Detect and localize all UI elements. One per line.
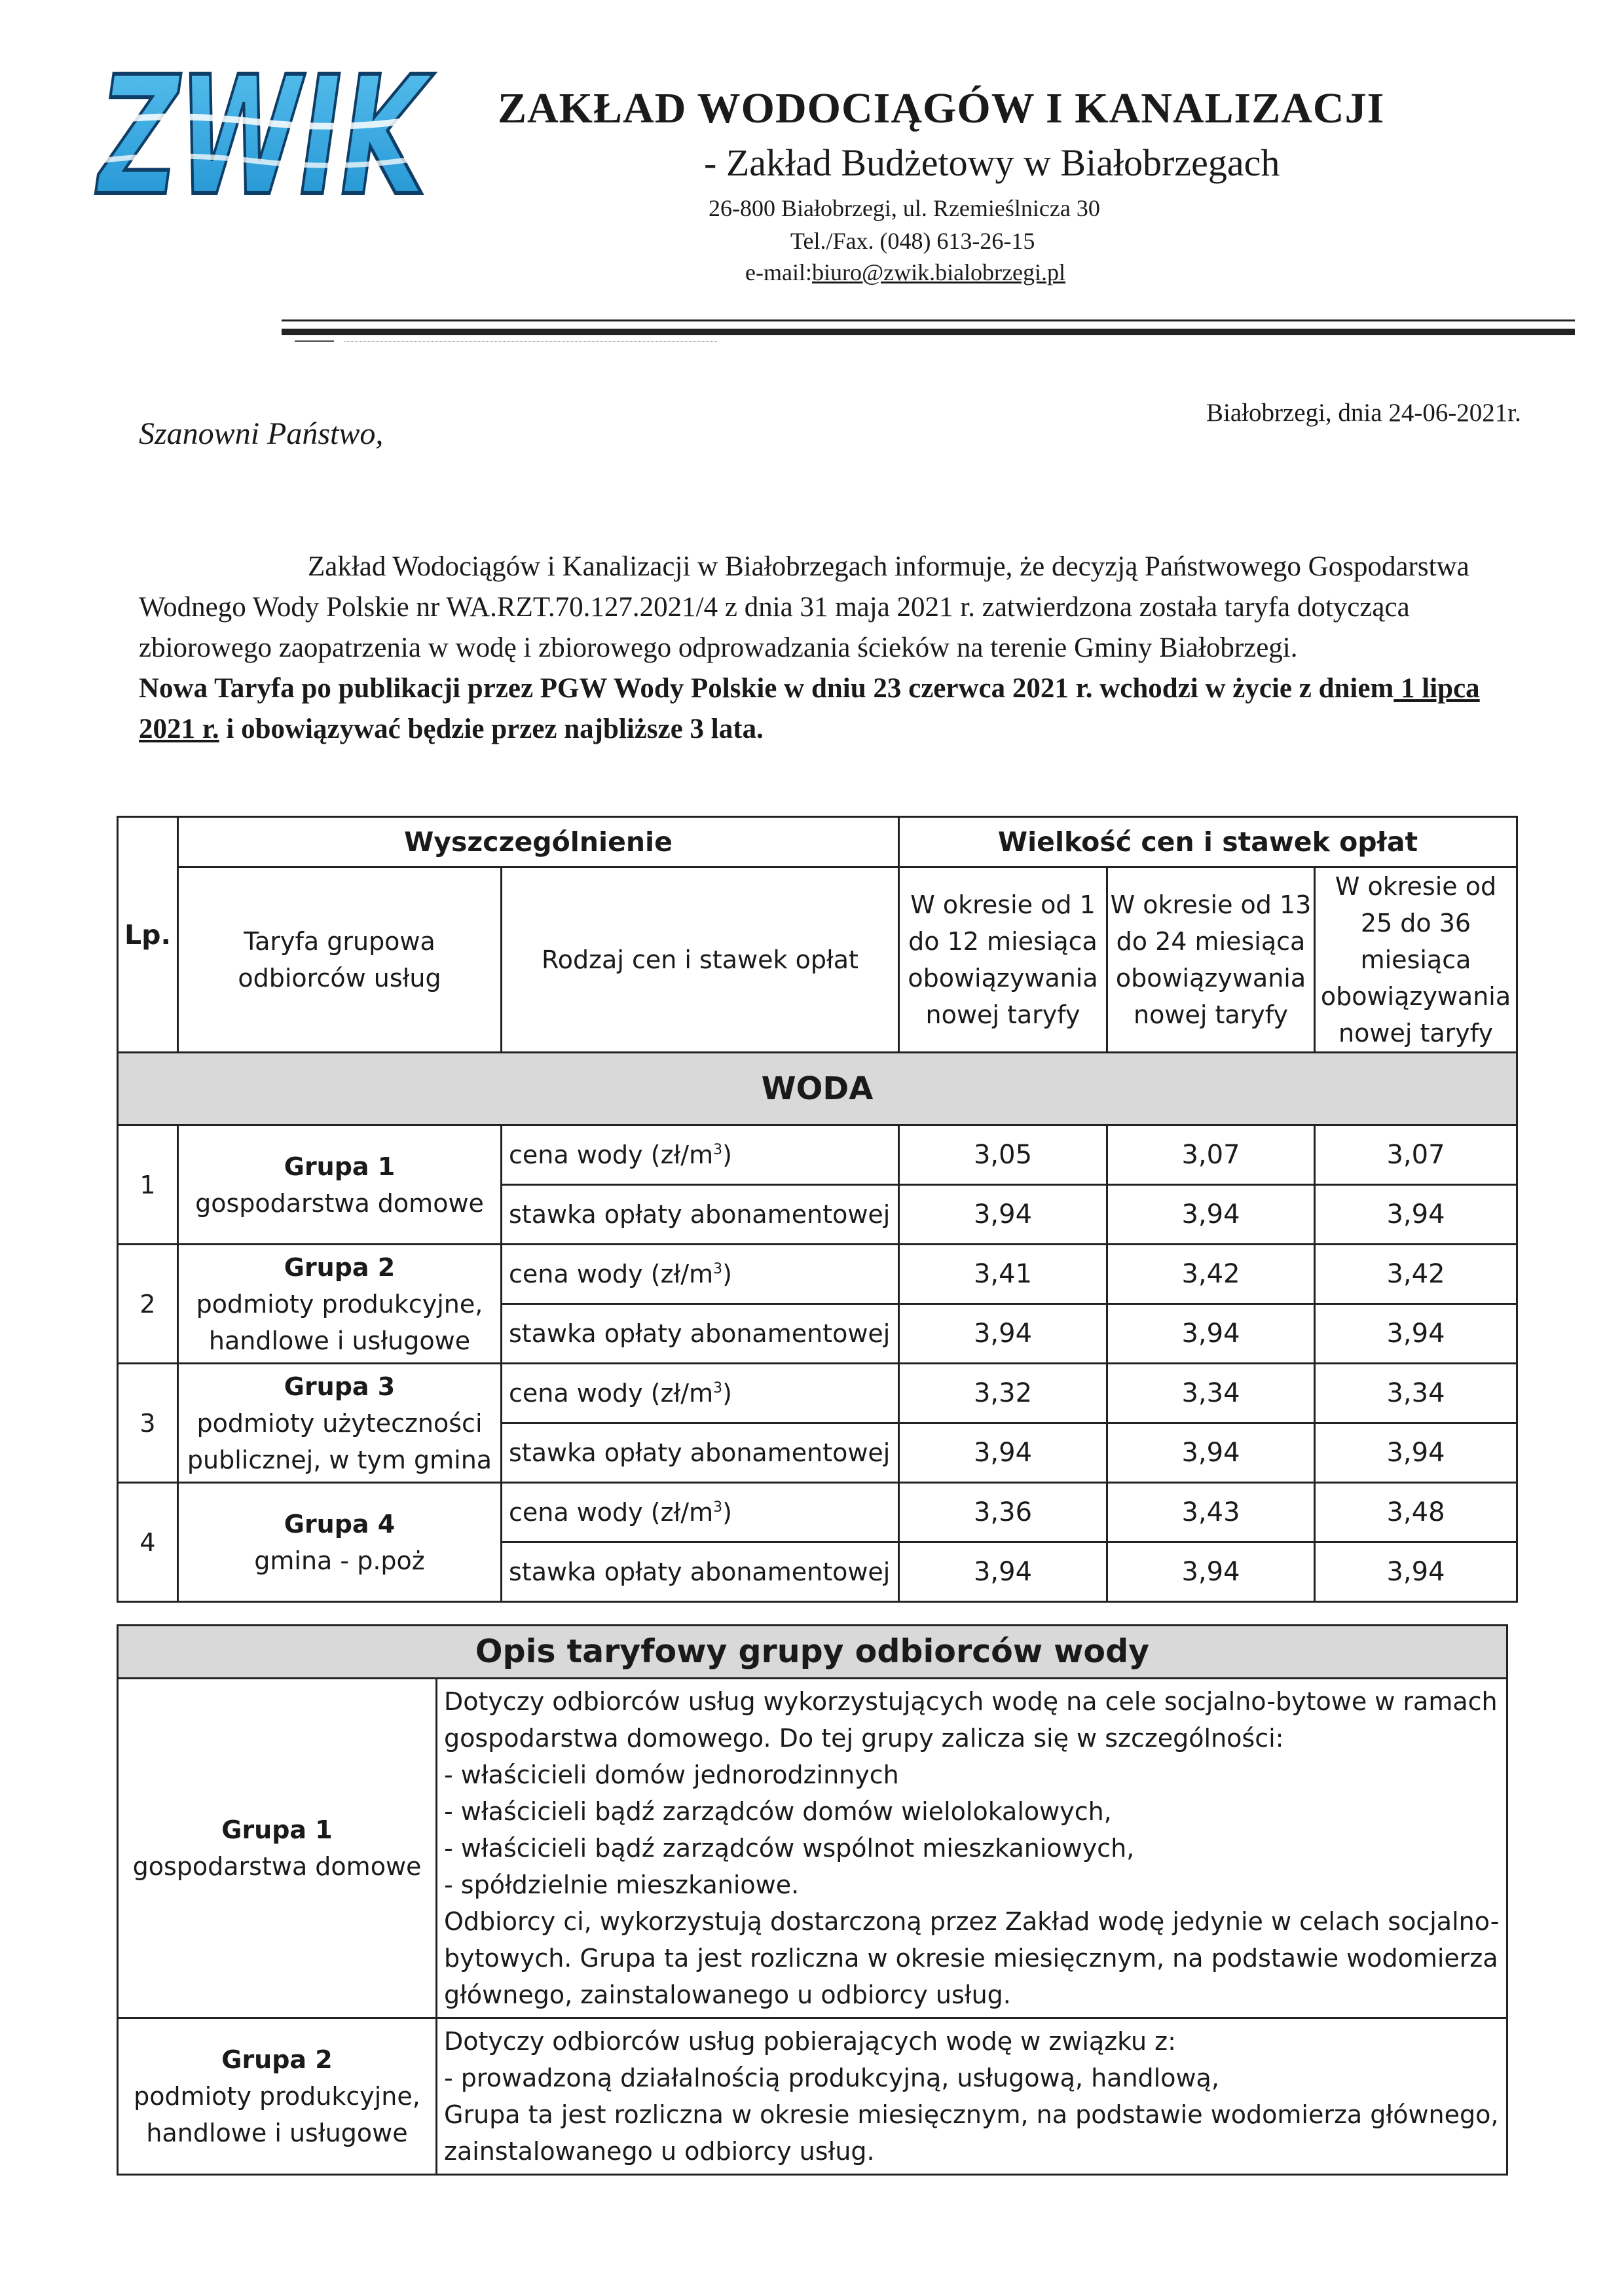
subscription-value: 3,94	[1107, 1423, 1315, 1483]
description-group-title: Grupa 2	[221, 2045, 333, 2074]
row-number: 1	[118, 1125, 178, 1245]
description-line: - właścicieli domów jednorodzinnych	[444, 1760, 899, 1789]
unit-superscript: 3	[713, 1142, 723, 1158]
unit-superscript: 3	[713, 1499, 723, 1516]
rate-type-subscription: stawka opłaty abonamentowej	[502, 1542, 899, 1602]
description-line: Grupa ta jest rozliczna w okresie miesięcznym, na podstawie wodomierza głównego, zainstalowanego u odbiorcy usług.	[444, 2100, 1499, 2166]
company-logo	[75, 42, 599, 232]
rate-type-subscription: stawka opłaty abonamentowej	[502, 1304, 899, 1364]
rate-type-water-price	[502, 1483, 899, 1542]
tariff-row	[118, 1125, 1517, 1185]
section-header-water: WODA	[118, 1053, 1517, 1125]
email-label: e-mail:	[745, 259, 812, 285]
description-line: Odbiorcy ci, wykorzystują dostarczoną przez Zakład wodę jedynie w celach socjalno-bytowych. Grupa ta jest rozliczna w okresie miesięcznym, na podstawie wodomierza głównego, zainstalowanego u odbiorcy usług.	[444, 1907, 1500, 2009]
water-price-close: )	[722, 1260, 732, 1288]
group-description: podmioty użyteczności publicznej, w tym gmina	[187, 1408, 492, 1474]
description-row	[118, 2018, 1507, 2175]
email-link[interactable]: biuro@zwik.bialobrzegi.pl	[811, 259, 1066, 285]
water-price-value: 3,41	[899, 1245, 1107, 1304]
subscription-value: 3,94	[1107, 1304, 1315, 1364]
row-number: 3	[118, 1364, 178, 1483]
subscription-value: 3,94	[1107, 1542, 1315, 1602]
group-title: Grupa 1	[284, 1152, 396, 1181]
water-price-value: 3,48	[1315, 1483, 1517, 1542]
description-group-cell	[118, 2018, 437, 2175]
logo-text: ZWIK	[84, 42, 599, 232]
water-price-value: 3,36	[899, 1483, 1107, 1542]
description-group-title: Grupa 1	[221, 1815, 333, 1844]
water-price-value: 3,34	[1107, 1364, 1315, 1423]
water-price-close: )	[722, 1498, 732, 1527]
rate-type-water-price	[502, 1364, 899, 1423]
water-price-value: 3,07	[1315, 1125, 1517, 1185]
water-price-label: cena wody (zł/m	[509, 1379, 714, 1408]
group-title: Grupa 3	[284, 1372, 396, 1401]
place-and-date: Białobrzegi, dnia 24-06-2021r.	[1206, 399, 1521, 427]
group-description: gospodarstwa domowe	[195, 1188, 484, 1218]
values-header: Wielkość cen i stawek opłat	[899, 817, 1517, 867]
description-line: - właścicieli bądź zarządców wspólnot mieszkaniowych,	[444, 1834, 1135, 1863]
salutation: Szanowni Państwo,	[139, 416, 384, 451]
letter-paragraph: Zakład Wodociągów i Kanalizacji w Białobrzegach informuje, że decyzją Państwowego Gospodarstwa Wodnego Wody Polskie nr WA.RZT.70.127.2021/4 z dnia 31 maja 2021 r. zatwierdzona została taryfa dotycząca zbiorowego zaopatrzenia w wodę i zbiorowego odprowadzania ścieków na terenie Gminy Białobrzegi.	[139, 551, 1469, 663]
subscription-value: 3,94	[1315, 1304, 1517, 1364]
group-description: gmina - p.poż	[254, 1546, 425, 1575]
rate-column-header: Rodzaj cen i stawek opłat	[502, 867, 899, 1053]
description-header: Opis taryfowy grupy odbiorców wody	[118, 1626, 1507, 1679]
description-line: - prowadzoną działalnością produkcyjną, usługową, handlową,	[444, 2064, 1219, 2092]
group-cell	[178, 1245, 502, 1364]
description-group-cell	[118, 1679, 437, 2018]
description-group-name: podmioty produkcyjne, handlowe i usługowe	[134, 2082, 420, 2147]
letterhead-rule-thin	[282, 319, 1575, 321]
description-line: - właścicieli bądź zarządców domów wielolokalowych,	[444, 1797, 1112, 1826]
water-price-value: 3,43	[1107, 1483, 1315, 1542]
subscription-value: 3,94	[899, 1423, 1107, 1483]
subscription-value: 3,94	[899, 1542, 1107, 1602]
tariff-row	[118, 1364, 1517, 1423]
description-group-name: gospodarstwa domowe	[132, 1852, 422, 1881]
unit-superscript: 3	[713, 1380, 723, 1396]
description-row	[118, 1679, 1507, 2018]
letterhead-fine-print-line	[344, 341, 717, 342]
water-price-value: 3,05	[899, 1125, 1107, 1185]
subscription-value: 3,94	[1315, 1185, 1517, 1245]
water-price-label: cena wody (zł/m	[509, 1498, 714, 1527]
subscription-value: 3,94	[899, 1185, 1107, 1245]
rate-type-subscription: stawka opłaty abonamentowej	[502, 1185, 899, 1245]
row-number: 4	[118, 1483, 178, 1602]
organization-name: ZAKŁAD WODOCIĄGÓW I KANALIZACJI	[498, 84, 1385, 132]
group-cell	[178, 1364, 502, 1483]
group-column-header: Taryfa grupowa odbiorców usług	[178, 867, 502, 1053]
rate-type-subscription: stawka opłaty abonamentowej	[502, 1423, 899, 1483]
letter-body	[139, 547, 1534, 750]
water-price-label: cena wody (zł/m	[509, 1260, 714, 1288]
water-price-value: 3,42	[1107, 1245, 1315, 1304]
row-number: 2	[118, 1245, 178, 1364]
description-text-cell	[437, 1679, 1507, 2018]
effective-date-notice	[139, 668, 1534, 750]
description-line: Dotyczy odbiorców usług wykorzystujących wodę na cele socjalno-bytowe w ramach gospodarstwa domowego. Do tej grupy zalicza się w szczególności:	[444, 1687, 1498, 1753]
group-cell	[178, 1125, 502, 1245]
description-text-cell	[437, 2018, 1507, 2175]
group-description: podmioty produkcyjne, handlowe i usługowe	[196, 1289, 483, 1355]
group-title: Grupa 4	[284, 1509, 396, 1539]
letterhead-rule-mark	[295, 340, 334, 342]
group-description-table	[117, 1624, 1508, 2176]
group-title: Grupa 2	[284, 1252, 396, 1282]
letterhead-rule-thick	[282, 329, 1575, 335]
rate-type-water-price	[502, 1125, 899, 1185]
water-price-close: )	[722, 1379, 732, 1408]
water-price-label: cena wody (zł/m	[509, 1140, 714, 1169]
rate-type-water-price	[502, 1245, 899, 1304]
description-line: Dotyczy odbiorców usług pobierających wodę w związku z:	[444, 2027, 1176, 2056]
notice-text-1: Nowa Taryfa po publikacji przez PGW Wody Polskie w dniu 23 czerwca 2021 r. wchodzi w życie z dniem	[139, 673, 1394, 704]
tariff-row	[118, 1483, 1517, 1542]
group-cell	[178, 1483, 502, 1602]
description-rows	[118, 1679, 1507, 2175]
organization-email-line	[745, 259, 1065, 286]
water-price-close: )	[722, 1140, 732, 1169]
tariff-row	[118, 1245, 1517, 1304]
subscription-value: 3,94	[1315, 1542, 1517, 1602]
subscription-value: 3,94	[899, 1304, 1107, 1364]
subscription-value: 3,94	[1107, 1185, 1315, 1245]
period-1-header: W okresie od 1 do 12 miesiąca obowiązywania nowej taryfy	[899, 867, 1107, 1053]
tariff-table	[117, 816, 1518, 1603]
subscription-value: 3,94	[1315, 1423, 1517, 1483]
spec-header: Wyszczególnienie	[178, 817, 899, 867]
water-price-value: 3,07	[1107, 1125, 1315, 1185]
lp-header: Lp.	[118, 817, 178, 1053]
organization-address: 26-800 Białobrzegi, ul. Rzemieślnicza 30	[709, 195, 1100, 221]
water-price-value: 3,32	[899, 1364, 1107, 1423]
organization-phone: Tel./Fax. (048) 613-26-15	[790, 228, 1035, 254]
water-price-value: 3,42	[1315, 1245, 1517, 1304]
description-line: - spółdzielnie mieszkaniowe.	[444, 1870, 800, 1899]
tariff-rows	[118, 1125, 1517, 1602]
organization-subtitle: - Zakład Budżetowy w Białobrzegach	[704, 141, 1280, 184]
notice-date: 1 lipca 2021 r.	[139, 673, 1480, 744]
water-price-value: 3,34	[1315, 1364, 1517, 1423]
notice-text-2: i obowiązywać będzie przez najbliższe 3 lata.	[219, 714, 764, 744]
period-3-header: W okresie od 25 do 36 miesiąca obowiązywania nowej taryfy	[1315, 867, 1517, 1053]
period-2-header: W okresie od 13 do 24 miesiąca obowiązywania nowej taryfy	[1107, 867, 1315, 1053]
unit-superscript: 3	[713, 1261, 723, 1277]
